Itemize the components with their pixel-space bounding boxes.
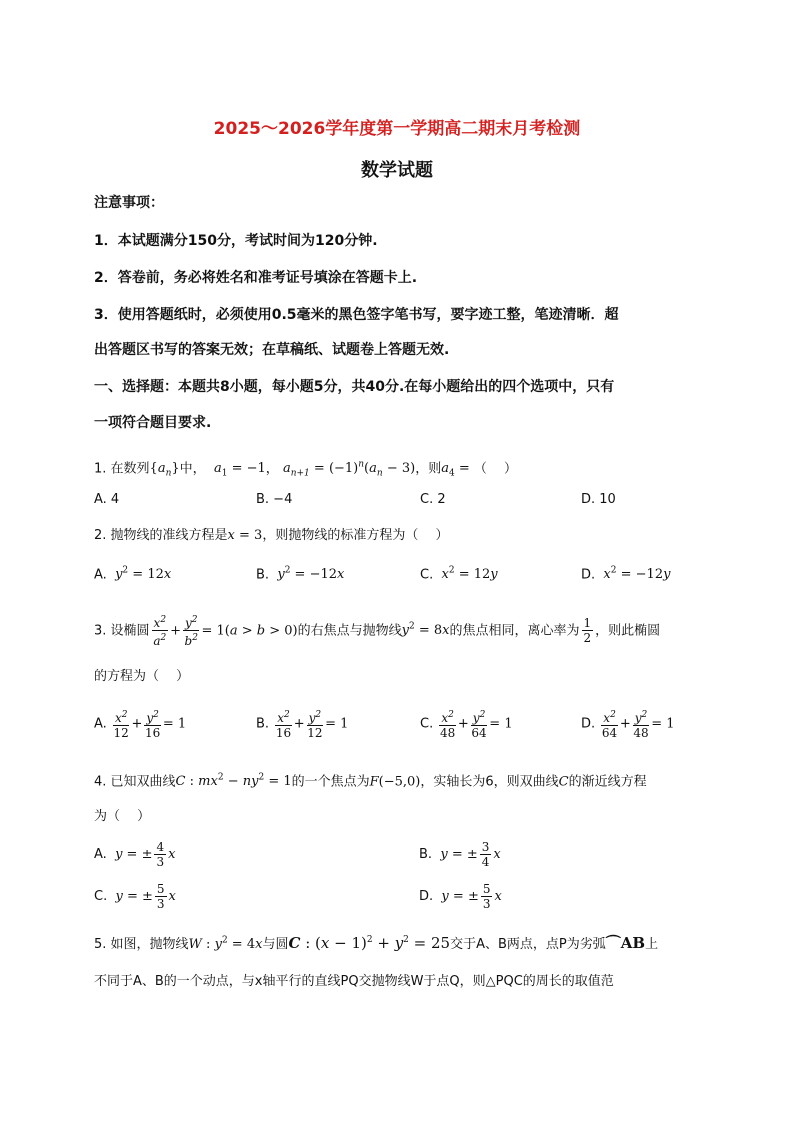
- question-2: 2. 抛物线的准线方程是x = 3，则抛物线的标准方程为（ ）: [94, 528, 449, 543]
- q4-text-a: 4. 已知双曲线: [94, 774, 176, 790]
- exam-title: 2025～2026学年度第一学期高二期末月考检测: [213, 119, 581, 139]
- notice-item-2: 2．答卷前，务必将姓名和准考证号填涂在答题卡上.: [94, 270, 418, 286]
- q1-option-b: B. −4: [256, 492, 293, 507]
- q3-option-d: D. $\frac{x^2}{64}$ + $\frac{y^2}{48}$ = 1: [581, 710, 675, 740]
- notice-heading: 注意事项：: [94, 195, 164, 211]
- q1-option-a: A. 4: [94, 492, 120, 507]
- q1-option-c: C. 2: [420, 492, 446, 507]
- notice-item-1: 1．本试题满分150分，考试时间为120分钟.: [94, 233, 378, 249]
- q3-option-c: C. $\frac{x^2}{48}$ + $\frac{y^2}{64}$ = 1: [420, 710, 513, 740]
- q2-option-b: B. $y^2 = -12x$: [256, 566, 345, 583]
- q3-text-b: 的右焦点与抛物线: [297, 623, 402, 639]
- q5-line2: 不同于A、B的一个动点，与x轴平行的直线PQ交抛物线W于点Q，则△PQC的周长的取值范: [94, 974, 614, 989]
- question-1: 1. 在数列$\{a_n\}$中， $a_1 = -1$， $a_{n+1} = (-1)^n(a_n - 3)$，则$a_4$ = （ ）: [94, 460, 518, 479]
- q2-text-a: 2. 抛物线的准线方程是: [94, 528, 228, 543]
- q5-text-d: 上: [645, 937, 659, 952]
- notice-item-3-line2: 出答题区书写的答案无效；在草稿纸、试题卷上答题无效.: [94, 342, 450, 358]
- q1-mid: 中，: [179, 461, 206, 477]
- q3-text-d: ，则此椭圆: [595, 623, 661, 639]
- section1-line1: 一、选择题：本题共8小题，每小题5分，共40分.在每小题给出的四个选项中，只有: [94, 379, 615, 395]
- q3-text-c: 的焦点相同，离心率为: [449, 623, 580, 639]
- q3-option-a: A. $\frac{x^2}{12}$ + $\frac{y^2}{16}$ = 1: [94, 710, 187, 740]
- q4-option-c: C. y = ± $\frac{5}{3}$ x: [94, 882, 176, 911]
- q2-option-d: D. $x^2 = -12y$: [581, 566, 671, 583]
- section1-line2: 一项符合题目要求.: [94, 415, 212, 431]
- q3-line2: 的方程为（ ）: [94, 669, 190, 684]
- q5-text-c: 交于A、B两点，点P为劣弧: [450, 937, 606, 952]
- q3-text-a: 3. 设椭圆: [94, 623, 150, 639]
- q2-option-a: A. $y^2 = 12x$: [94, 566, 172, 583]
- q2-text-b: ，则抛物线的标准方程为（ ）: [262, 528, 449, 543]
- q1-tail: ，则: [415, 461, 442, 477]
- q4-text-b: 的一个焦点为: [291, 774, 370, 790]
- q4-text-c: ，实轴长为6，则双曲线: [420, 774, 559, 790]
- q5-text-a: 5. 如图，抛物线: [94, 937, 189, 952]
- q4-text-d: 的渐近线方程: [568, 774, 647, 790]
- q1-option-d: D. 10: [581, 492, 616, 507]
- q2-option-c: C. $x^2 = 12y$: [420, 566, 498, 583]
- q4-option-a: A. y = ± $\frac{4}{3}$ x: [94, 840, 176, 869]
- q1-prefix: 1. 在数列: [94, 461, 150, 477]
- question-3: 3. 设椭圆 $\frac{x^2}{a^2}$ + $\frac{y^2}{b^2}$ = 1(a > b > 0)的右焦点与抛物线$y^2 = 8x$的焦点相同，离心率为 $\frac{1}{2}$ ，则此椭圆: [94, 615, 661, 649]
- q4-line2: 为（ ）: [94, 809, 151, 824]
- q1-blank: （ ）: [473, 461, 518, 477]
- exam-subtitle: 数学试题: [361, 160, 433, 181]
- question-4: 4. 已知双曲线C : $mx^2 - ny^2 = 1$的一个焦点为F(−5,0)，实轴长为6，则双曲线C的渐近线方程: [94, 773, 647, 790]
- q4-option-d: D. y = ± $\frac{5}{3}$ x: [419, 882, 502, 911]
- question-5: 5. 如图，抛物线W : $y^2 = 4x$与圆C : $(x - 1)^2 + y^2 = 25$交于A、B两点，点P为劣弧⌒AB上: [94, 934, 659, 952]
- q4-option-b: B. y = ± $\frac{3}{4}$ x: [419, 840, 501, 869]
- q3-option-b: B. $\frac{x^2}{16}$ + $\frac{y^2}{12}$ = 1: [256, 710, 349, 740]
- notice-item-3-line1: 3．使用答题纸时，必须使用0.5毫米的黑色签字笔书写，要字迹工整，笔迹清晰．超: [94, 307, 619, 323]
- q5-text-b: 与圆: [262, 937, 289, 952]
